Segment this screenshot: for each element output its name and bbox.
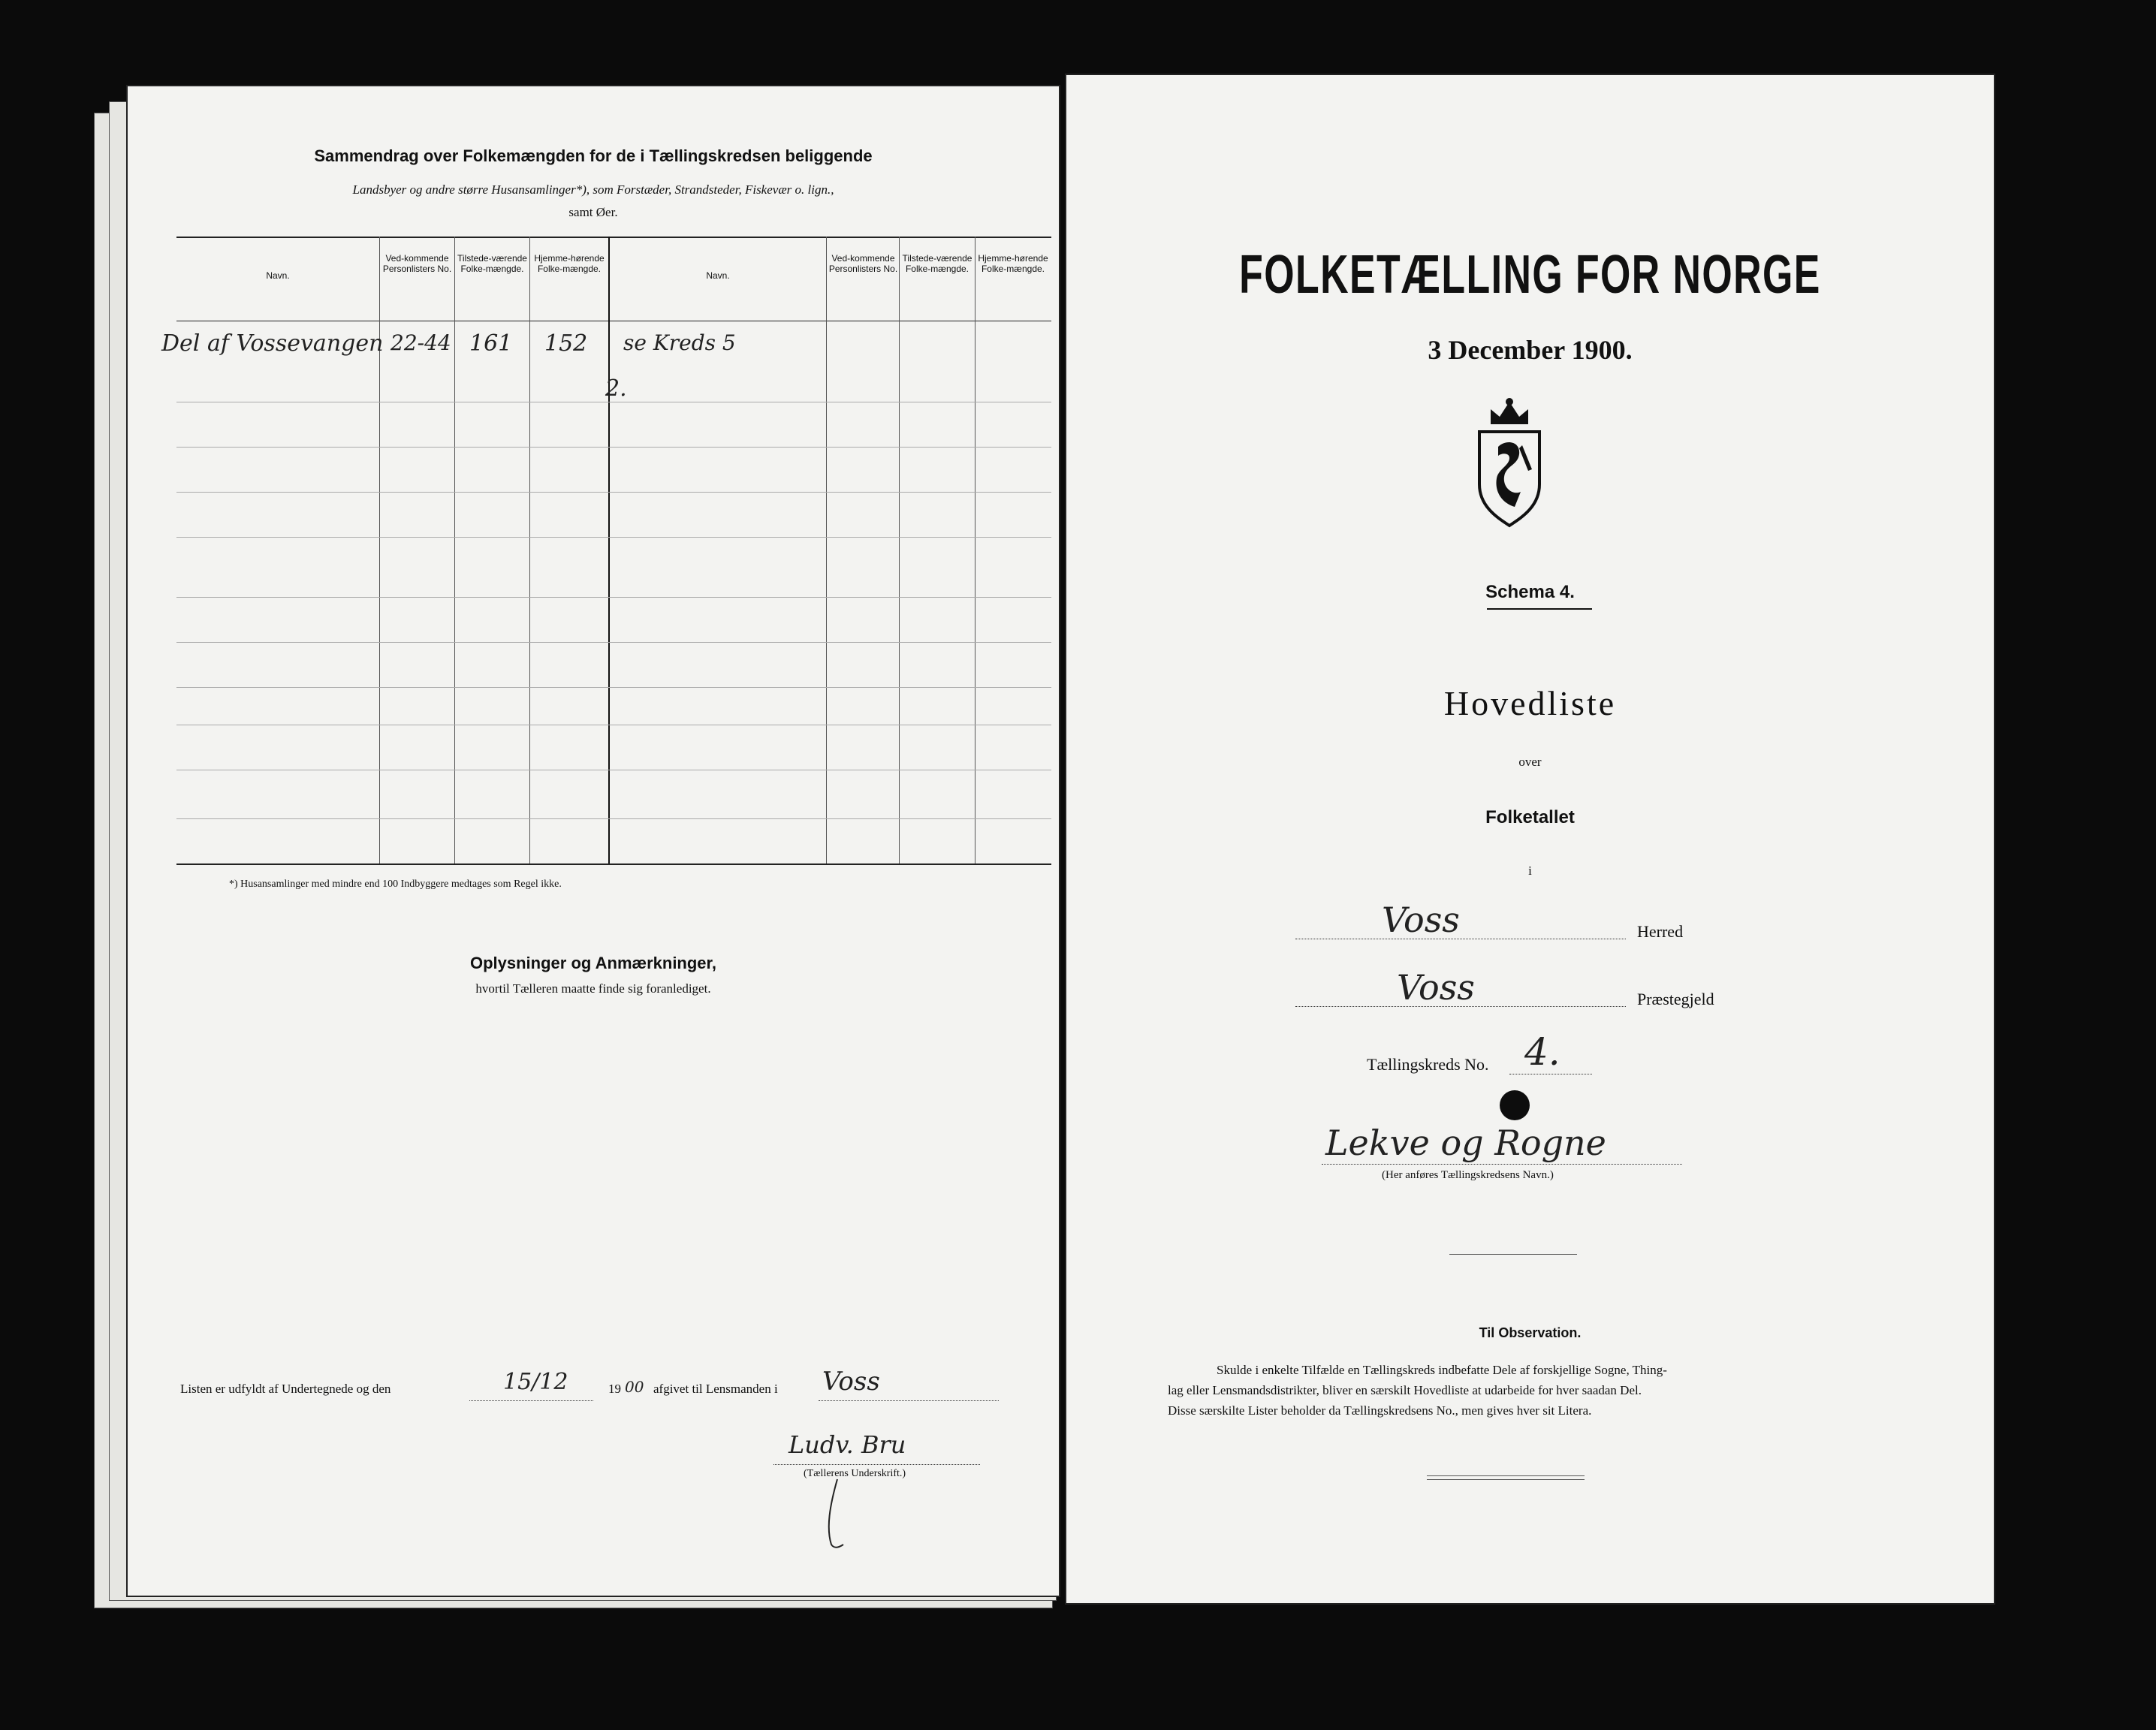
herred-value: Voss: [1382, 900, 1460, 940]
herred-label: Herred: [1637, 922, 1684, 941]
ink-blot: [1500, 1090, 1530, 1120]
observation-line-3: Disse særskilte Lister beholder da Tællingskredsens No., men gives hver sit Litera.: [1168, 1403, 1592, 1418]
sign-text-3: afgivet til Lensmanden i: [653, 1382, 778, 1396]
sign-date: 15/12: [503, 1369, 568, 1395]
prestegjeld-label: Præstegjeld: [1637, 990, 1714, 1008]
summary-subtitle: Landsbyer og andre større Husansamlinger*), som Forstæder, Strandsteder, Fiskevær o. lign.,: [352, 182, 834, 197]
census-title: FOLKETÆLLING FOR NORGE: [1239, 245, 1821, 305]
prestegjeld-value: Voss: [1397, 967, 1475, 1008]
summary-title: Sammendrag over Folkemængden for de i Tællingskredsen beliggende: [314, 146, 873, 165]
row1-hjemme: 152: [544, 330, 588, 357]
text-folketallet: Folketallet: [1485, 807, 1575, 827]
col-header-navn-2: Navn.: [706, 270, 730, 281]
heading-hovedliste: Hovedliste: [1443, 684, 1617, 722]
col-header-tilstede: Tilstede-værende Folke-mængde.: [457, 253, 527, 274]
col-header-navn: Navn.: [266, 270, 290, 281]
text-over: over: [1518, 755, 1542, 769]
left-page: [128, 86, 1059, 1596]
signature-flourish: [822, 1475, 852, 1551]
sign-year: 00: [625, 1378, 644, 1396]
row1-vedkommende: 22-44: [390, 330, 451, 355]
summary-subtitle-2: samt Øer.: [568, 205, 618, 219]
kreds-label: Tællingskreds No.: [1367, 1055, 1489, 1074]
row1-navn: Del af Vossevangen: [161, 330, 384, 357]
col-header-vedkommende: Ved-kommende Personlisters No.: [382, 253, 452, 274]
footnote: *) Husansamlinger med mindre end 100 Indbyggere medtages som Regel ikke.: [229, 879, 562, 890]
col-header-hjemme: Hjemme-hørende Folke-mængde.: [534, 253, 605, 274]
signature: Ludv. Bru: [789, 1430, 906, 1459]
census-date: 3 December 1900.: [1428, 335, 1633, 365]
coat-of-arms-icon: [1468, 394, 1551, 529]
observation-title: Til Observation.: [1479, 1325, 1582, 1340]
sign-text-1: Listen er udfyldt af Undertegnede og den: [180, 1382, 391, 1396]
col-header-vedkommende-2: Ved-kommende Personlisters No.: [828, 253, 898, 274]
kreds-value: 4.: [1524, 1030, 1560, 1074]
schema-label: Schema 4.: [1485, 582, 1575, 602]
row1-tilstede: 161: [469, 330, 513, 357]
text-i: i: [1528, 863, 1532, 878]
signature-label: (Tællerens Underskrift.): [804, 1468, 906, 1479]
right-page: [1066, 75, 1994, 1603]
section-subtitle: hvortil Tælleren maatte finde sig foranlediget.: [475, 981, 711, 996]
kreds-name: Lekve og Rogne: [1325, 1123, 1606, 1163]
sign-text-2: 19: [608, 1382, 621, 1396]
col-header-tilstede-2: Tilstede-værende Folke-mængde.: [902, 253, 972, 274]
observation-line-2: lag eller Lensmandsdistrikter, bliver en særskilt Hovedliste at udarbeide for hver saadan Del.: [1168, 1383, 1642, 1397]
kreds-name-label: (Her anføres Tællingskredsens Navn.): [1382, 1169, 1554, 1181]
row1-right-mark: 2.: [605, 375, 627, 402]
sign-place: Voss: [822, 1367, 880, 1397]
section-title: Oplysninger og Anmærkninger,: [469, 954, 716, 972]
observation-line-1: Skulde i enkelte Tilfælde en Tællingskreds indbefatte Dele af forskjellige Sogne, Thing-: [1217, 1363, 1667, 1377]
row1-right-navn: se Kreds 5: [623, 330, 736, 355]
col-header-hjemme-2: Hjemme-hørende Folke-mængde.: [978, 253, 1048, 274]
